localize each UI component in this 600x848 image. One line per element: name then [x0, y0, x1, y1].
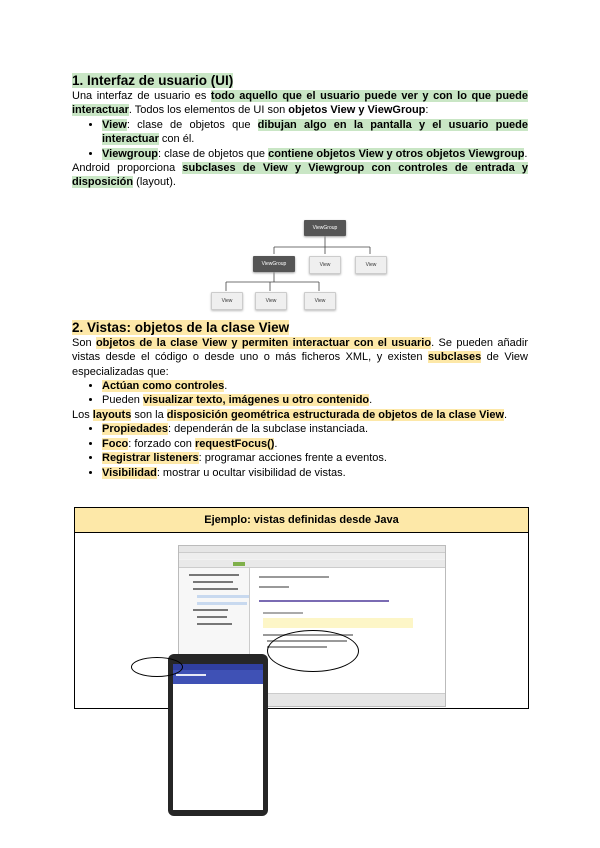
text-run: objetos de la clase View y permiten interactuar con el usuario: [95, 336, 432, 349]
text-run: .: [504, 408, 508, 421]
text-run: Los: [72, 408, 93, 421]
text-run: contiene objetos View y otros objetos Viewgroup: [268, 147, 525, 160]
section2-bullet: [102, 466, 528, 480]
text-run: Propiedades: [102, 423, 169, 436]
section2-heading: [72, 319, 528, 336]
section2-list-layouts: [72, 422, 528, 480]
diagram-node-root: ViewGroup: [304, 220, 346, 236]
section1-bullet: [102, 147, 528, 161]
text-run: Android proporciona: [72, 162, 183, 175]
text-run: : forzado con: [128, 437, 195, 450]
section2-list-subclasses: [72, 379, 528, 408]
text-run: objetos View y ViewGroup: [288, 104, 426, 117]
example-title: Ejemplo: vistas definidas desde Java: [75, 508, 528, 533]
phone-mockup: [168, 654, 268, 816]
text-run: Actúan como controles: [102, 380, 225, 393]
text-run: dibujan algo en la pantalla y el usuario puede interactuar: [102, 118, 528, 146]
text-run: Una interfaz de usuario es: [72, 90, 211, 102]
section1-title: 1. Interfaz de usuario (UI): [72, 73, 234, 88]
section1-intro: [72, 89, 528, 118]
text-run: Viewgroup: [102, 147, 159, 160]
text-run: subclases: [427, 351, 482, 364]
text-run: .: [274, 437, 278, 450]
section2-layouts: [72, 408, 528, 422]
text-run: Son: [72, 336, 96, 349]
diagram-node-view: View: [304, 292, 336, 310]
text-run: layouts: [92, 408, 132, 421]
diagram-node-viewgroup: ViewGroup: [253, 256, 295, 272]
text-run: : clase de objetos que: [158, 147, 269, 160]
section2-title: 2. Vistas: objetos de la clase View: [72, 319, 290, 335]
text-run: de View especializadas que:: [72, 351, 528, 378]
example-box: [74, 507, 529, 709]
text-run: Pueden: [102, 394, 143, 407]
text-run: .: [369, 394, 373, 407]
section1-bullet: [102, 118, 528, 147]
section1-closing: [72, 161, 528, 190]
diagram-node-view: View: [309, 256, 341, 274]
text-run: Foco: [102, 437, 129, 450]
text-run: View: [102, 118, 127, 131]
diagram-node-view: View: [355, 256, 387, 274]
view-hierarchy-diagram: [208, 218, 392, 308]
text-run: (layout).: [133, 176, 176, 189]
text-run: :: [425, 104, 429, 117]
text-run: : dependerán de la subclase instanciada.: [168, 423, 369, 436]
text-run: visualizar texto, imágenes u otro contenido: [142, 394, 370, 407]
section2-bullet: [102, 437, 528, 451]
section2-bullet: [102, 393, 528, 407]
section1-list: [72, 118, 528, 161]
text-run: todo aquello que el usuario puede ver y con lo que puede interactuar: [72, 90, 528, 117]
section2-bullet: [102, 451, 528, 465]
text-run: . Se pueden añadir vistas desde el código o desde uno o más ficheros XML, y existen: [72, 336, 528, 364]
section2-intro: [72, 336, 528, 379]
text-run: Registrar listeners: [102, 452, 199, 465]
text-run: .: [224, 380, 228, 393]
text-run: requestFocus(): [194, 437, 275, 450]
diagram-node-view: View: [255, 292, 287, 310]
section2-bullet: [102, 379, 528, 393]
text-run: : clase de objetos que: [126, 118, 258, 131]
text-run: subclases de View y Viewgroup con controles de entrada y disposición: [72, 162, 528, 189]
text-run: disposición geométrica estructurada de objetos de la clase View: [166, 408, 505, 421]
diagram-node-view: View: [211, 292, 243, 310]
section2-bullet: [102, 422, 528, 436]
text-run: Visibilidad: [102, 466, 157, 479]
section1-heading: [72, 72, 528, 89]
text-run: con él.: [158, 133, 195, 146]
text-run: .: [524, 147, 528, 160]
text-run: . Todos los elementos de UI son: [128, 104, 289, 117]
text-run: : programar acciones frente a eventos.: [198, 452, 387, 465]
text-run: : mostrar u ocultar visibilidad de vistas.: [156, 466, 346, 479]
text-run: son la: [131, 408, 167, 421]
